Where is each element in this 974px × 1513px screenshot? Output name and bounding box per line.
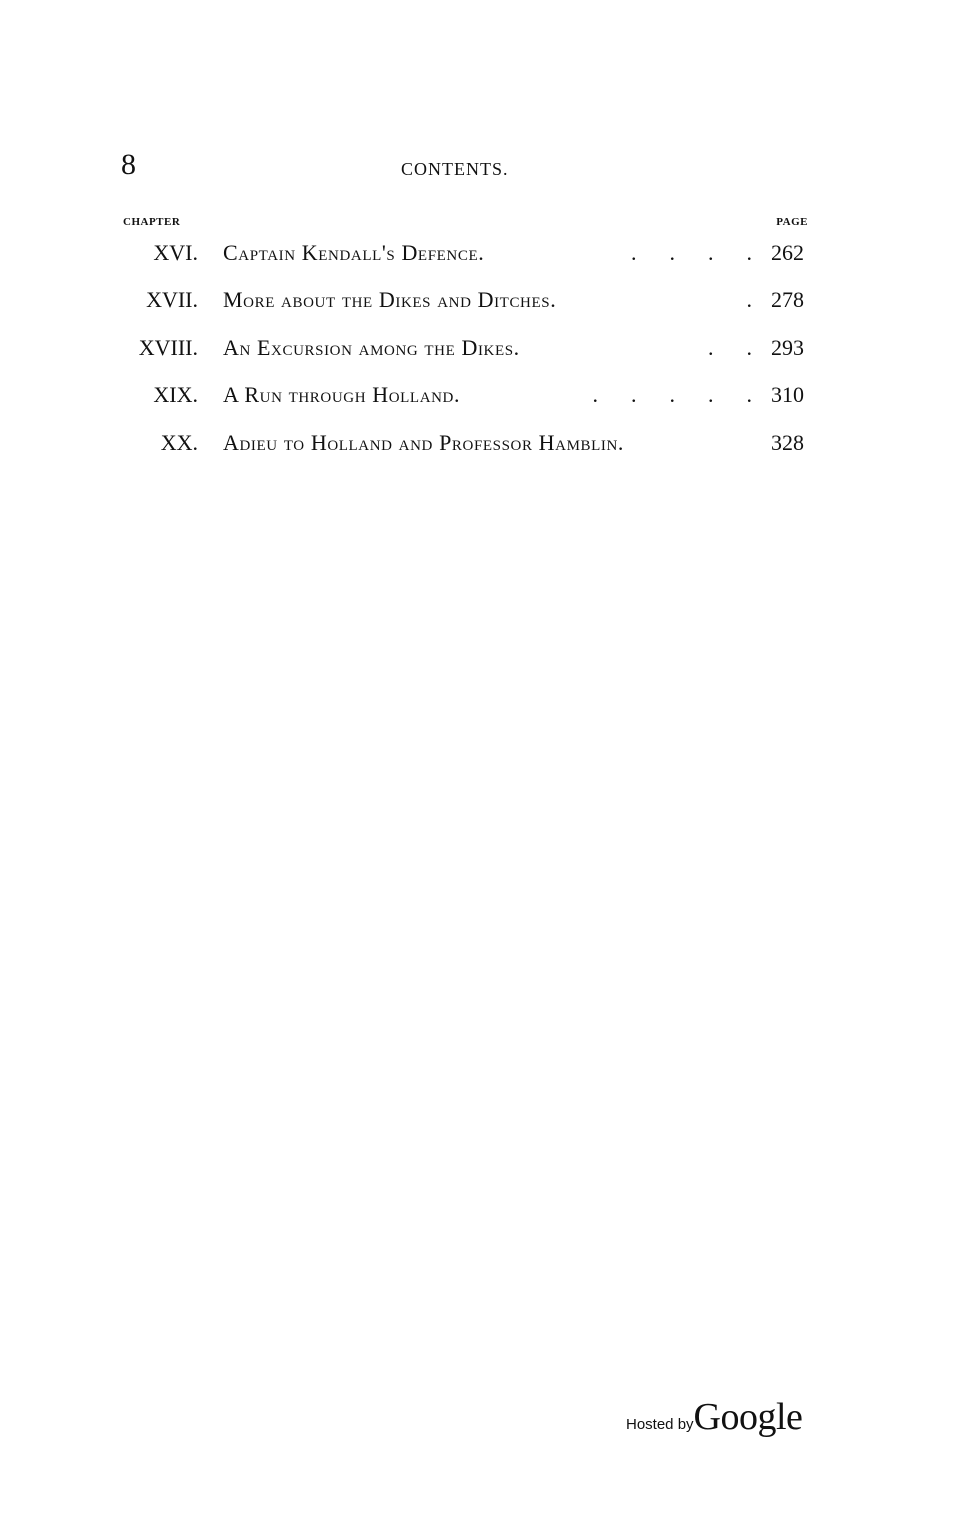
- page-ref: 293: [771, 335, 804, 360]
- dot-leader: . . . . .: [592, 382, 752, 407]
- chapter-column-label: CHAPTER: [123, 216, 181, 228]
- page-number: 8: [121, 148, 136, 181]
- toc-entry: [0, 426, 974, 460]
- page-ref: 310: [771, 382, 804, 407]
- dot-leader: . . . .: [631, 240, 752, 265]
- chapter-title: More about the Dikes and Ditches.: [223, 287, 557, 312]
- google-logo: Google: [693, 1396, 803, 1438]
- toc-entry: [0, 378, 974, 412]
- hosted-by-watermark: [626, 1398, 802, 1436]
- hosted-by-label: Hosted by: [626, 1416, 694, 1433]
- running-title: CONTENTS.: [401, 159, 509, 179]
- chapter-number: XVII.: [146, 287, 198, 312]
- page-ref: 328: [771, 430, 804, 455]
- chapter-number: XVI.: [153, 240, 198, 265]
- page-ref: 278: [771, 287, 804, 312]
- page-ref: 262: [771, 240, 804, 265]
- chapter-title: Captain Kendall's Defence.: [223, 240, 485, 265]
- dot-leader: .: [746, 287, 752, 312]
- toc-entry: [0, 236, 974, 270]
- chapter-number: XIX.: [153, 382, 198, 407]
- page-column-label: PAGE: [776, 216, 808, 228]
- toc-entry: [0, 283, 974, 317]
- chapter-number: XX.: [160, 430, 198, 455]
- chapter-title: An Excursion among the Dikes.: [223, 335, 520, 360]
- chapter-title: Adieu to Holland and Professor Hamblin.: [223, 430, 625, 455]
- dot-leader: . .: [708, 335, 752, 360]
- toc-entry: [0, 331, 974, 365]
- chapter-title: A Run through Holland.: [223, 382, 461, 407]
- chapter-number: XVIII.: [138, 335, 198, 360]
